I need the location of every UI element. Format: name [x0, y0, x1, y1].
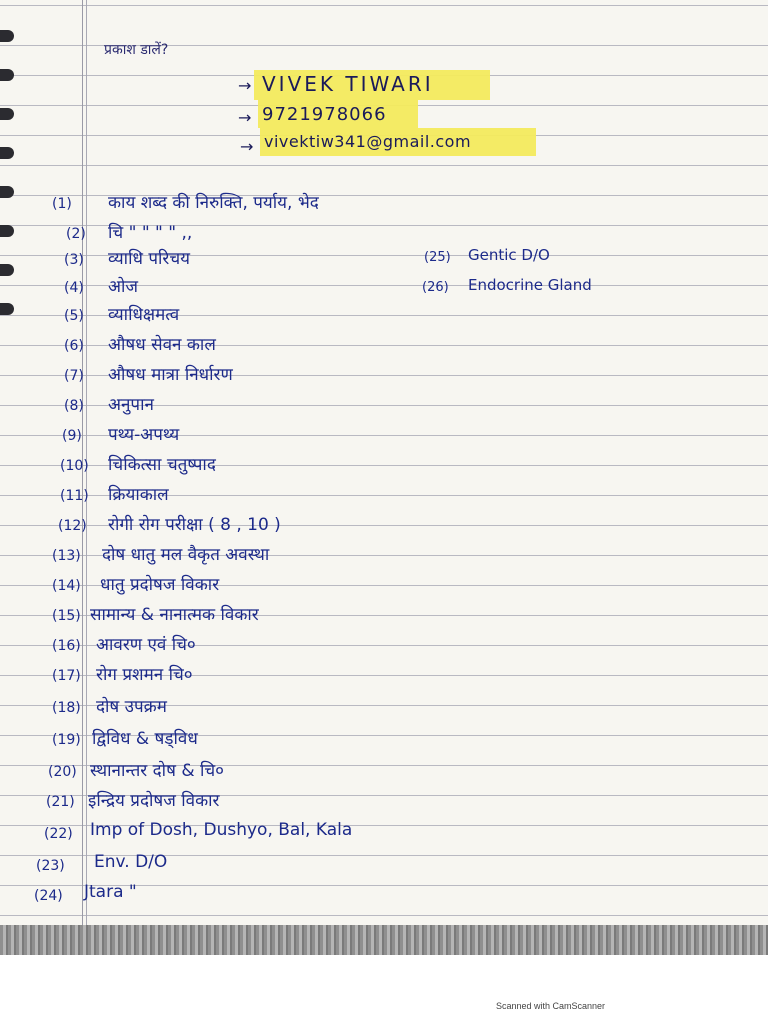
item-text: औषध मात्रा निर्धारण [108, 365, 233, 385]
item-number: (5) [64, 308, 84, 324]
item-text: क्रियाकाल [108, 485, 169, 505]
item-text: Env. D/O [94, 852, 168, 872]
item-number: (24) [34, 888, 63, 904]
item-text: औषध सेवन काल [108, 335, 216, 355]
item-number: (3) [64, 252, 84, 268]
item-text: काय शब्द की निरुक्ति, पर्याय, भेद [108, 193, 319, 213]
item-number: (10) [60, 458, 89, 474]
item-text: द्विविध & षड्विध [92, 729, 198, 749]
item-number: (13) [52, 548, 81, 564]
item-text: सामान्य & नानात्मक विकार [90, 605, 259, 625]
item-text: चि " " " " ,, [108, 223, 193, 243]
item-number: (4) [64, 280, 84, 296]
item-text: चिकित्सा चतुष्पाद [108, 455, 216, 475]
contact-phone: 9721978066 [262, 104, 387, 125]
item-text: अनुपान [108, 395, 154, 415]
item-text: इन्द्रिय प्रदोषज विकार [88, 791, 220, 811]
item-text: पथ्य-अपथ्य [108, 425, 180, 445]
item-text: रोगी रोग परीक्षा ( 8 , 10 ) [108, 515, 281, 535]
item-text: Imp of Dosh, Dushyo, Bal, Kala [90, 820, 353, 840]
item-number: (26) [422, 280, 449, 295]
arrow-icon: → [238, 76, 252, 95]
item-text: Jtara " [84, 882, 137, 902]
scanner-watermark: Scanned with CamScanner [496, 1001, 606, 1011]
page-edge-shadow [0, 925, 768, 955]
item-text: ओज [108, 277, 139, 297]
item-text: स्थानान्तर दोष & चि० [90, 761, 225, 781]
item-number: (7) [64, 368, 84, 384]
item-number: (23) [36, 858, 65, 874]
spiral-binding [0, 30, 14, 342]
item-text: व्याधिक्षमत्व [108, 305, 180, 325]
header-note: प्रकाश डालें? [104, 42, 169, 58]
item-text: रोग प्रशमन चि० [96, 665, 193, 685]
item-number: (6) [64, 338, 84, 354]
item-text: Endocrine Gland [468, 276, 592, 294]
item-number: (1) [52, 196, 72, 212]
item-number: (21) [46, 794, 75, 810]
item-number: (9) [62, 428, 82, 444]
item-number: (2) [66, 226, 86, 242]
item-text: दोष उपक्रम [96, 697, 167, 717]
item-text: धातु प्रदोषज विकार [100, 575, 220, 595]
item-number: (17) [52, 668, 81, 684]
item-number: (20) [48, 764, 77, 780]
contact-email: vivektiw341@gmail.com [264, 132, 472, 151]
item-number: (12) [58, 518, 87, 534]
item-text: आवरण एवं चि० [96, 635, 196, 655]
item-number: (18) [52, 700, 81, 716]
item-text: Gentic D/O [468, 246, 550, 264]
item-number: (8) [64, 398, 84, 414]
arrow-icon: → [238, 108, 252, 127]
item-text: व्याधि परिचय [108, 249, 191, 269]
item-number: (15) [52, 608, 81, 624]
item-number: (16) [52, 638, 81, 654]
item-number: (22) [44, 826, 73, 842]
item-number: (25) [424, 250, 451, 265]
item-number: (14) [52, 578, 81, 594]
item-text: दोष धातु मल वैकृत अवस्था [102, 545, 270, 565]
contact-name: VIVEK TIWARI [262, 72, 434, 96]
item-number: (11) [60, 488, 89, 504]
arrow-icon: → [240, 137, 254, 156]
item-number: (19) [52, 732, 81, 748]
